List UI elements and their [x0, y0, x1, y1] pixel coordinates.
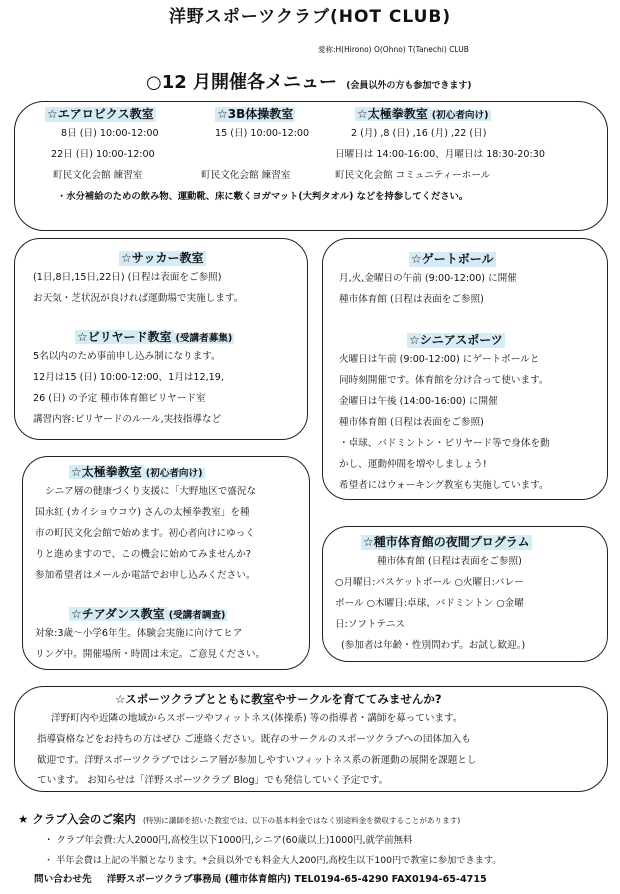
senior-line-4: 種市体育館 (日程は表面をご参照): [339, 417, 484, 428]
contact-label: 問い合わせ先: [34, 874, 92, 885]
taikyoku-title: ☆太極拳教室: [357, 107, 428, 121]
annual-fee: ・ クラブ年会費:大人2000円,高校生以下1000円,シニア(60歳以上)1000円,就学前無料: [44, 835, 413, 846]
taikyoku2-line-3: 市の町民文化会館で始めます。初心者向けにゆっく: [35, 528, 255, 539]
cheer-line-1: 対象:3歳～小学6年生。体験会実施に向けてヒア: [35, 628, 243, 639]
billiard-line-3: 26 (日) の予定 種市体育館ビリヤード室: [33, 393, 206, 404]
billiard-line-4: 講習内容:ビリヤードのルール,実技指導など: [33, 414, 222, 425]
menu-heading: [146, 72, 471, 95]
senior-line-2: 同時刻開催です。体育館を分け合って使います。: [339, 375, 549, 386]
taikyoku2-heading: [69, 465, 205, 480]
senior-line-5: ・卓球、バドミントン・ビリヤード等で身体を動: [339, 438, 550, 449]
aerobics-place: 町民文化会館 練習室: [53, 170, 143, 181]
gateball-line-2: 種市体育館 (日程は表面をご参照): [339, 294, 484, 305]
soccer-title: ☆サッカー教室: [121, 251, 204, 265]
box-gateball-senior: [322, 238, 608, 500]
join-title: ★ クラブ入会のご案内: [18, 812, 136, 826]
box-december-classes: [14, 101, 608, 231]
box-soccer-billiard: [14, 238, 308, 440]
cheer-note: (受講者調査): [168, 610, 226, 621]
aerobics-date-1: 8日 (日) 10:00-12:00: [61, 128, 159, 139]
senior-line-3: 金曜日は午後 (14:00-16:00) に開催: [339, 396, 498, 407]
taikyoku-dates: 2 (月) ,8 (日) ,16 (月) ,22 (日): [351, 128, 487, 139]
billiard-title: ☆ビリヤード教室: [77, 330, 172, 344]
contact-info: 洋野スポーツクラブ事務局 (種市体育館内) TEL0194-65-4290 FAX0194-65-4715: [106, 874, 487, 885]
taikyoku-note: (初心者向け): [431, 110, 489, 121]
soccer-line-2: お天気・芝状況が良ければ運動場で実施します。: [33, 293, 244, 304]
bring-items-note: ・水分補給のための飲み物、運動靴、床に敷くヨガマット(大判タオル) などを持参してください。: [57, 191, 469, 202]
taikyoku2-note: (初心者向け): [145, 468, 203, 479]
box-night-program: [322, 526, 608, 662]
cheer-line-2: リング中。開催場所・時間は未定。ご意見ください。: [35, 649, 266, 660]
senior-line-1: 火曜日は午前 (9:00-12:00) にゲートボールと: [339, 354, 540, 365]
billiard-line-1: 5名以内のため事前申し込み制になります。: [33, 351, 221, 362]
join-heading: [18, 812, 460, 828]
menu-note: (会員以外の方も参加できます): [346, 81, 472, 91]
recruit-line-3: 歓迎です。洋野スポーツクラブではシニア層が参加しやすいフィットネス系の新運動の展開を課題とし: [37, 755, 477, 766]
page-title: 洋野スポーツクラブ(HOT CLUB): [168, 7, 452, 27]
taikyoku2-title: ☆太極拳教室: [71, 465, 142, 479]
taikyoku-heading: [355, 107, 491, 122]
3b-place: 町民文化会館 練習室: [201, 170, 291, 181]
senior-title: ☆シニアスポーツ: [409, 333, 503, 347]
billiard-heading: [75, 330, 234, 345]
night-line-2: ○月曜日:バスケットボール ○火曜日:バレー: [335, 577, 524, 588]
taikyoku2-line-5: 参加希望者はメールか電話でお申し込みください。: [35, 570, 256, 581]
recruit-line-4: ています。 お知らせは「洋野スポーツクラブ Blog」でも発信していく予定です。: [37, 775, 389, 786]
join-note: (特別に講師を招いた教室では、以下の基本料金ではなく別途料金を徴収することがあります): [143, 816, 461, 825]
soccer-line-1: (1日,8日,15日,22日) (日程は表面をご参照): [33, 272, 222, 283]
club-nickname: 愛称:H(Hirono) O(Ohno) T(Tanechi) CLUB: [318, 45, 469, 54]
taikyoku2-line-2: 国永紅 (カイショウコウ) さんの太極拳教室」を種: [35, 507, 250, 518]
recruit-line-1: 洋野町内や近隣の地域からスポーツやフィットネス(体操系) 等の指導者・講師を募っています。: [51, 713, 463, 724]
cheer-heading: [69, 607, 227, 622]
menu-title: ○12 月開催各メニュー: [146, 72, 338, 93]
senior-line-6: かし、運動仲間を増やしましょう!: [339, 459, 487, 470]
contact-row: [34, 874, 487, 887]
3b-title: ☆3B体操教室: [217, 107, 294, 121]
taikyoku-place: 町民文化会館 コミュニティーホール: [335, 170, 491, 181]
recruit-title: ☆スポーツクラブとともに教室やサークルを育ててみませんか?: [115, 692, 442, 706]
recruit-line-2: 指導資格などをお持ちの方はぜひ ご連絡ください。既存のサークルのスポーツクラブへの団体加入も: [37, 734, 471, 745]
night-line-5: (参加者は年齢・性別問わず。お試し歓迎。): [341, 640, 526, 651]
taikyoku2-line-1: シニア層の健康づくり支援に「大野地区で盛況な: [45, 486, 257, 497]
taikyoku-time: 日曜日は 14:00-16:00、月曜日は 18:30-20:30: [335, 149, 545, 160]
billiard-line-2: 12月は15 (日) 10:00-12:00、1月は12,19,: [33, 372, 224, 383]
gateball-title: ☆ゲートボール: [411, 252, 494, 266]
taikyoku2-line-4: りと進めますので、この機会に始めてみませんか?: [35, 549, 251, 560]
night-title: ☆種市体育館の夜間プログラム: [363, 535, 530, 549]
3b-date: 15 (日) 10:00-12:00: [215, 128, 310, 139]
gateball-line-1: 月,火,金曜日の午前 (9:00-12:00) に開催: [339, 273, 517, 284]
aerobics-date-2: 22日 (日) 10:00-12:00: [51, 149, 155, 160]
night-line-4: 日:ソフトテニス: [335, 619, 406, 630]
night-line-3: ボール ○木曜日:卓球、バドミントン ○金曜: [335, 598, 524, 609]
box-recruit: [14, 686, 608, 792]
box-taikyoku-cheer: [22, 456, 310, 670]
senior-line-7: 希望者にはウォーキング教室も実施しています。: [339, 480, 549, 491]
cheer-title: ☆チアダンス教室: [71, 607, 165, 621]
half-year-fee: ・ 半年会費は上記の半額となります。*会員以外でも料金大人200円,高校生以下100円で教室に参加できます。: [44, 855, 502, 866]
aerobics-title: ☆エアロビクス教室: [47, 107, 154, 121]
night-line-1: 種市体育館 (日程は表面をご参照): [377, 556, 522, 567]
billiard-note: (受講者募集): [175, 333, 233, 344]
